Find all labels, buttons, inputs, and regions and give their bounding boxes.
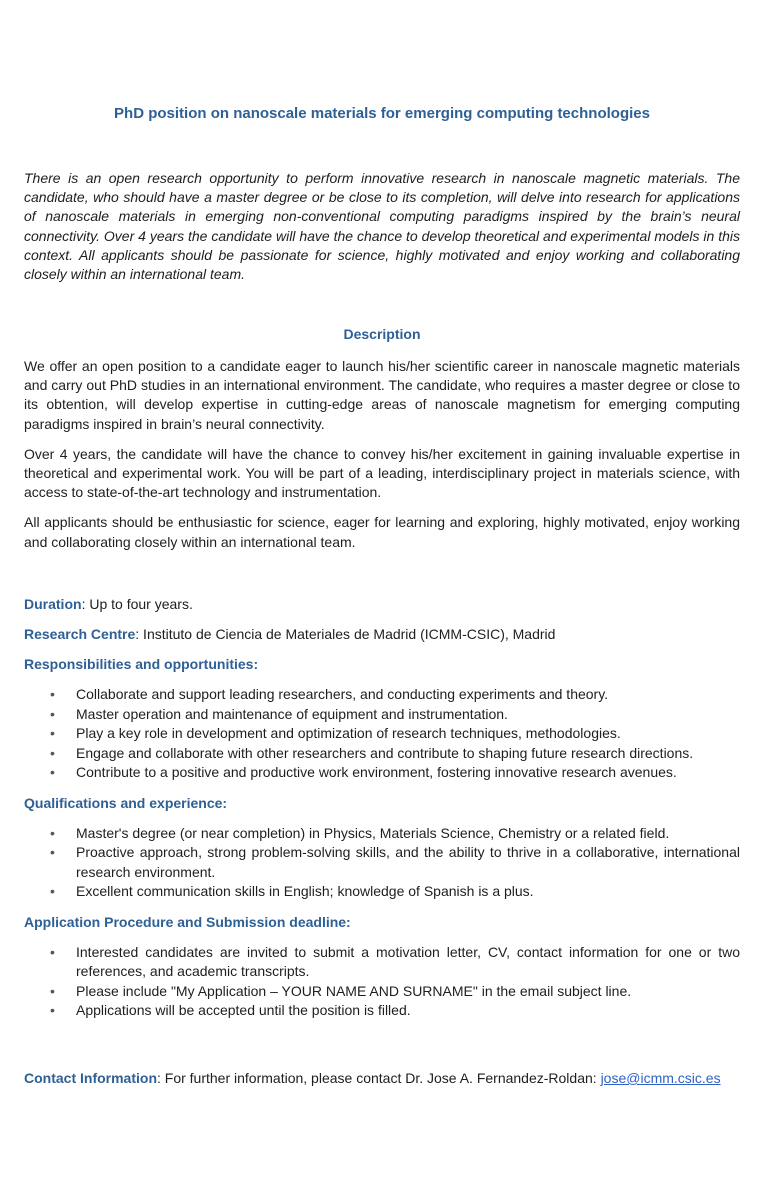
contact-line bbox=[24, 1069, 740, 1088]
duration-line bbox=[24, 595, 740, 614]
duration-label: Duration bbox=[24, 596, 82, 612]
responsibilities-list bbox=[24, 685, 740, 783]
list-item: • Applications will be accepted until the position is filled. bbox=[24, 1001, 740, 1021]
duration-value: : Up to four years. bbox=[81, 596, 193, 612]
responsibilities-heading: Responsibilities and opportunities: bbox=[24, 656, 259, 672]
qualifications-list bbox=[24, 824, 740, 902]
list-item: • Contribute to a positive and productive work environment, fostering innovative research avenues. bbox=[24, 763, 740, 783]
list-item: • Interested candidates are invited to submit a motivation letter, CV, contact information for one or two references, and academic transcripts. bbox=[24, 943, 740, 982]
research-centre-line bbox=[24, 625, 740, 644]
application-list bbox=[24, 943, 740, 1021]
contact-text: : For further information, please contact Dr. Jose A. Fernandez-Roldan: bbox=[157, 1070, 601, 1086]
description-section bbox=[24, 357, 740, 563]
application-heading: Application Procedure and Submission deadline: bbox=[24, 913, 351, 930]
description-paragraph: We offer an open position to a candidate eager to launch his/her scientific career in nanoscale magnetic materials and carry out PhD studies in an international environment. The candidate, who requires a master degree or close to its obtention, will develop expertise in cutting-edge areas of nanoscale magnetism for emerging computing paradigms inspired in brain’s neural connectivity. bbox=[24, 358, 740, 432]
intro-paragraph: There is an open research opportunity to perform innovative research in nanoscale magnetic materials. The candidate, who should have a master degree or be close to its completion, will delve into research for applications of nanoscale materials in emerging non-conventional computing paradigms inspired by the brain’s neural connectivity. Over 4 years the candidate will have the chance to develop theoretical and experimental models in this context. All applicants should be passionate for science, highly motivated and enjoy working and collaborating closely within an international team. bbox=[24, 170, 740, 283]
list-item: • Master's degree (or near completion) in Physics, Materials Science, Chemistry or a related field. bbox=[24, 824, 740, 844]
page-title: PhD position on nanoscale materials for emerging computing technologies bbox=[114, 105, 650, 122]
details-section bbox=[24, 595, 740, 1032]
list-item: • Master operation and maintenance of equipment and instrumentation. bbox=[24, 705, 740, 725]
contact-label: Contact Information bbox=[24, 1070, 157, 1086]
research-centre-value: : Instituto de Ciencia de Materiales de Madrid (ICMM-CSIC), Madrid bbox=[135, 626, 556, 642]
description-paragraph: All applicants should be enthusiastic for science, eager for learning and exploring, highly motivated, enjoy working and collaborating closely within an international team. bbox=[24, 514, 740, 550]
contact-email-link[interactable]: jose@icmm.csic.es bbox=[600, 1070, 721, 1086]
qualifications-heading: Qualifications and experience: bbox=[24, 794, 228, 811]
list-item: • Proactive approach, strong problem-solving skills, and the ability to thrive in a collaborative, international research environment. bbox=[24, 843, 740, 882]
description-heading: Description bbox=[343, 326, 421, 342]
list-item: • Excellent communication skills in English; knowledge of Spanish is a plus. bbox=[24, 882, 740, 902]
list-item: • Play a key role in development and optimization of research techniques, methodologies. bbox=[24, 724, 740, 744]
research-centre-label: Research Centre bbox=[24, 626, 136, 642]
list-item: • Engage and collaborate with other researchers and contribute to shaping future research directions. bbox=[24, 744, 740, 764]
list-item: • Collaborate and support leading researchers, and conducting experiments and theory. bbox=[24, 685, 740, 705]
list-item: • Please include "My Application – YOUR NAME AND SURNAME" in the email subject line. bbox=[24, 982, 740, 1002]
description-paragraph: Over 4 years, the candidate will have the chance to convey his/her excitement in gaining invaluable expertise in theoretical and experimental work. You will be part of a leading, interdisciplinary project in materials science, with access to state-of-the-art technology and instrumentation. bbox=[24, 445, 740, 501]
